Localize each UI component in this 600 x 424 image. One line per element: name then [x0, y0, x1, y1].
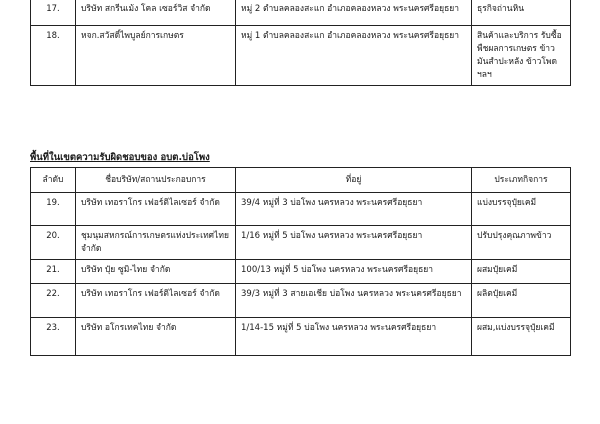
table-row [31, 284, 571, 318]
header-type: ประเภทกิจการ [472, 168, 571, 193]
row-number: 23. [31, 318, 76, 356]
header-name: ชื่อบริษัท/สถานประกอบการ [76, 168, 236, 193]
company-address: 1/16 หมู่ที่ 5 บ่อโพง นครหลวง พระนครศรีอยุธยา [236, 226, 472, 260]
table-row [31, 318, 571, 356]
company-name: ชุมนุมสหกรณ์การเกษตรแห่งประเทศไทย จำกัด [76, 226, 236, 260]
row-number: 21. [31, 260, 76, 284]
row-number: 22. [31, 284, 76, 318]
company-table [30, 167, 571, 356]
company-address: หมู่ 1 ตำบลคลองสะแก อำเภอคลองหลวง พระนครศรีอยุธยา [236, 26, 472, 86]
company-name: บริษัท สกรีนเม้ง โคล เซอร์วิส จำกัด [76, 0, 236, 26]
table-row [31, 226, 571, 260]
company-address: 100/13 หมู่ที่ 5 บ่อโพง นครหลวง พระนครศรีอยุธยา [236, 260, 472, 284]
row-number: 17. [31, 0, 76, 26]
business-type: ผลิตปุ๋ยเคมี [472, 284, 571, 318]
table-row [31, 193, 571, 226]
continued-table [30, 0, 571, 86]
row-number: 18. [31, 26, 76, 86]
company-address: 1/14-15 หมู่ที่ 5 บ่อโพง นครหลวง พระนครศรีอยุธยา [236, 318, 472, 356]
section-heading: พื้นที่ในเขตความรับผิดชอบของ อบต.บ่อโพง [30, 152, 210, 163]
company-address: 39/3 หมู่ที่ 3 สายเอเชีย บ่อโพง นครหลวง พระนครศรีอยุธยา [236, 284, 472, 318]
table-row [31, 260, 571, 284]
business-type: แบ่งบรรจุปุ๋ยเคมี [472, 193, 571, 226]
header-no: ลำดับ [31, 168, 76, 193]
company-name: หจก.สวัสดิ์ไพบูลย์การเกษตร [76, 26, 236, 86]
company-address: 39/4 หมู่ที่ 3 บ่อโพง นครหลวง พระนครศรีอยุธยา [236, 193, 472, 226]
business-type: ปรับปรุงคุณภาพข้าว [472, 226, 571, 260]
table-row [31, 0, 571, 26]
business-type: ผสม,แบ่งบรรจุปุ๋ยเคมี [472, 318, 571, 356]
company-name: บริษัท อโกรเทคไทย จำกัด [76, 318, 236, 356]
row-number: 20. [31, 226, 76, 260]
header-address: ที่อยู่ [236, 168, 472, 193]
company-name: บริษัท ปุ๋ย ซูมิ-ไทย จำกัด [76, 260, 236, 284]
business-type: ธุรกิจถ่านหิน [472, 0, 571, 26]
company-address: หมู่ 2 ตำบลคลองสะแก อำเภอคลองหลวง พระนครศรีอยุธยา [236, 0, 472, 26]
table-row [31, 26, 571, 86]
row-number: 19. [31, 193, 76, 226]
table-header-row [31, 168, 571, 193]
business-type: ผสมปุ๋ยเคมี [472, 260, 571, 284]
company-name: บริษัท เทอราโกร เฟอร์ติไลเซอร์ จำกัด [76, 193, 236, 226]
business-type: สินค้าและบริการ รับซื้อพืชผลการเกษตร ข้าว มันสำปะหลัง ข้าวโพด ฯลฯ [472, 26, 571, 86]
company-name: บริษัท เทอราโกร เฟอร์ติไลเซอร์ จำกัด [76, 284, 236, 318]
